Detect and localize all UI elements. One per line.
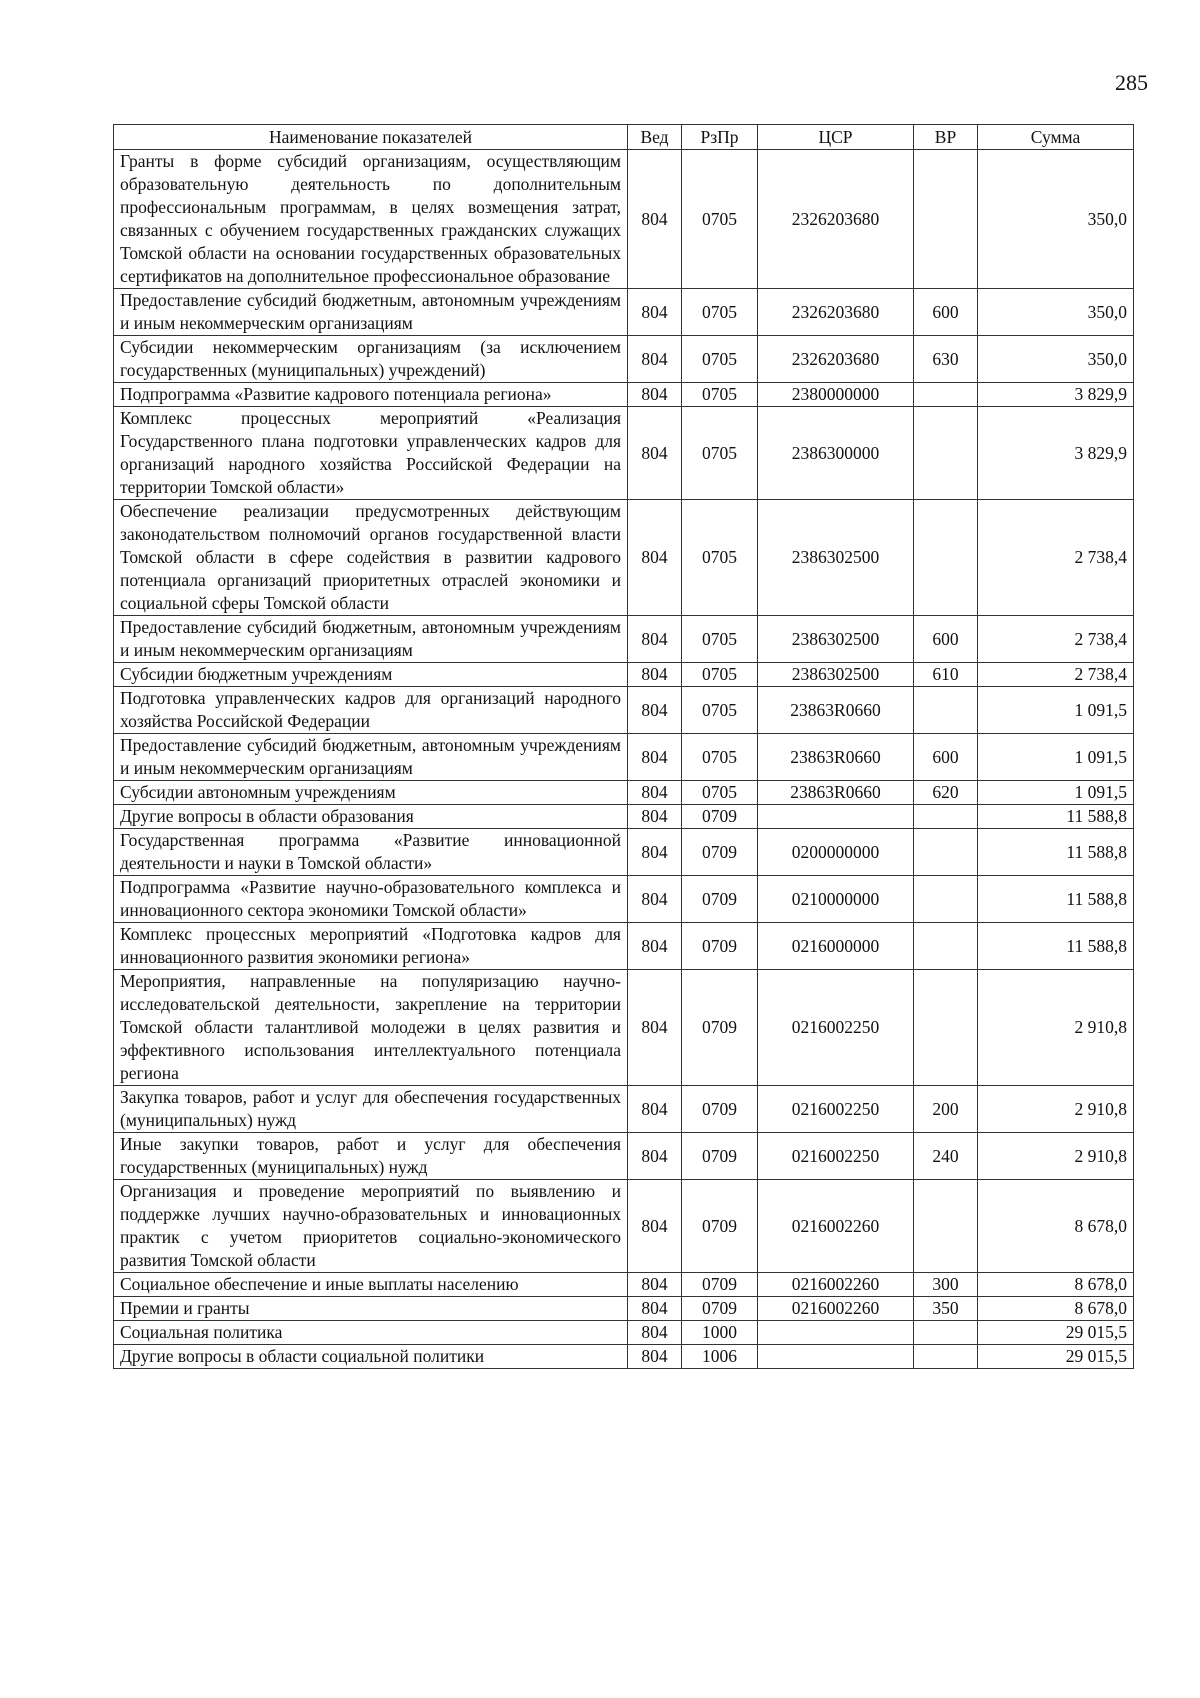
cell-name: Другие вопросы в области образования — [114, 805, 628, 829]
cell-rzpr: 0709 — [682, 805, 758, 829]
cell-sum: 2 738,4 — [978, 663, 1134, 687]
cell-sum: 11 588,8 — [978, 829, 1134, 876]
header-sum: Сумма — [978, 125, 1134, 150]
cell-name: Закупка товаров, работ и услуг для обеспечения государственных (муниципальных) нужд — [114, 1086, 628, 1133]
cell-name: Комплекс процессных мероприятий «Реализация Государственного плана подготовки управленческих кадров для организаций народного хозяйства Российской Федерации на территории Томской области» — [114, 407, 628, 500]
cell-name: Субсидии бюджетным учреждениям — [114, 663, 628, 687]
cell-name: Социальная политика — [114, 1321, 628, 1345]
cell-ved: 804 — [628, 1133, 682, 1180]
cell-vr — [914, 1345, 978, 1369]
header-rzpr: РзПр — [682, 125, 758, 150]
cell-vr — [914, 829, 978, 876]
cell-vr — [914, 876, 978, 923]
cell-rzpr: 1000 — [682, 1321, 758, 1345]
cell-vr — [914, 970, 978, 1086]
cell-vr: 610 — [914, 663, 978, 687]
cell-vr — [914, 150, 978, 289]
cell-sum: 3 829,9 — [978, 383, 1134, 407]
cell-ved: 804 — [628, 687, 682, 734]
table-row — [114, 923, 1134, 970]
cell-rzpr: 0709 — [682, 1133, 758, 1180]
cell-sum: 2 738,4 — [978, 616, 1134, 663]
cell-rzpr: 0705 — [682, 289, 758, 336]
cell-sum: 2 910,8 — [978, 1086, 1134, 1133]
cell-vr — [914, 407, 978, 500]
cell-vr — [914, 1321, 978, 1345]
cell-ved: 804 — [628, 970, 682, 1086]
cell-name: Предоставление субсидий бюджетным, автономным учреждениям и иным некоммерческим организациям — [114, 616, 628, 663]
cell-name: Подпрограмма «Развитие кадрового потенциала региона» — [114, 383, 628, 407]
cell-ved: 804 — [628, 1086, 682, 1133]
cell-csr: 0216000000 — [758, 923, 914, 970]
cell-name: Государственная программа «Развитие инновационной деятельности и науки в Томской области» — [114, 829, 628, 876]
cell-name: Подготовка управленческих кадров для организаций народного хозяйства Российской Федерации — [114, 687, 628, 734]
cell-vr: 600 — [914, 289, 978, 336]
cell-rzpr: 0709 — [682, 1180, 758, 1273]
cell-name: Премии и гранты — [114, 1297, 628, 1321]
cell-vr: 300 — [914, 1273, 978, 1297]
table-row — [114, 687, 1134, 734]
cell-ved: 804 — [628, 734, 682, 781]
cell-rzpr: 0705 — [682, 781, 758, 805]
cell-rzpr: 0705 — [682, 500, 758, 616]
cell-ved: 804 — [628, 876, 682, 923]
cell-csr: 0216002250 — [758, 1133, 914, 1180]
table-row — [114, 336, 1134, 383]
cell-csr: 2326203680 — [758, 336, 914, 383]
table-row — [114, 1321, 1134, 1345]
cell-ved: 804 — [628, 407, 682, 500]
cell-rzpr: 1006 — [682, 1345, 758, 1369]
cell-rzpr: 0709 — [682, 923, 758, 970]
cell-name: Комплекс процессных мероприятий «Подготовка кадров для инновационного развития экономики региона» — [114, 923, 628, 970]
cell-ved: 804 — [628, 781, 682, 805]
cell-name: Организация и проведение мероприятий по выявлению и поддержке лучших научно-образовательных и инновационных практик с учетом приоритетов социально-экономического развития Томской области — [114, 1180, 628, 1273]
cell-sum: 11 588,8 — [978, 923, 1134, 970]
cell-csr: 2386302500 — [758, 616, 914, 663]
cell-sum: 11 588,8 — [978, 805, 1134, 829]
cell-ved: 804 — [628, 616, 682, 663]
cell-rzpr: 0709 — [682, 1086, 758, 1133]
cell-vr: 240 — [914, 1133, 978, 1180]
cell-ved: 804 — [628, 383, 682, 407]
cell-csr — [758, 1321, 914, 1345]
cell-vr — [914, 805, 978, 829]
cell-rzpr: 0709 — [682, 1273, 758, 1297]
cell-sum: 1 091,5 — [978, 781, 1134, 805]
cell-sum: 8 678,0 — [978, 1273, 1134, 1297]
cell-sum: 11 588,8 — [978, 876, 1134, 923]
cell-ved: 804 — [628, 336, 682, 383]
table-row — [114, 289, 1134, 336]
table-row — [114, 500, 1134, 616]
cell-rzpr: 0705 — [682, 336, 758, 383]
cell-csr: 0200000000 — [758, 829, 914, 876]
cell-vr — [914, 687, 978, 734]
cell-sum: 2 738,4 — [978, 500, 1134, 616]
cell-rzpr: 0705 — [682, 407, 758, 500]
cell-name: Иные закупки товаров, работ и услуг для обеспечения государственных (муниципальных) нужд — [114, 1133, 628, 1180]
cell-vr — [914, 1180, 978, 1273]
cell-sum: 350,0 — [978, 336, 1134, 383]
cell-csr: 0216002250 — [758, 1086, 914, 1133]
cell-sum: 1 091,5 — [978, 734, 1134, 781]
cell-ved: 804 — [628, 289, 682, 336]
cell-rzpr: 0709 — [682, 970, 758, 1086]
cell-ved: 804 — [628, 1273, 682, 1297]
page-number: 285 — [1115, 70, 1148, 95]
table-row — [114, 616, 1134, 663]
cell-csr: 0216002260 — [758, 1180, 914, 1273]
cell-vr: 600 — [914, 734, 978, 781]
table-row — [114, 1345, 1134, 1369]
cell-ved: 804 — [628, 1345, 682, 1369]
table-row — [114, 1297, 1134, 1321]
cell-sum: 3 829,9 — [978, 407, 1134, 500]
cell-csr: 23863R0660 — [758, 734, 914, 781]
cell-sum: 1 091,5 — [978, 687, 1134, 734]
cell-csr: 2386302500 — [758, 663, 914, 687]
cell-sum: 2 910,8 — [978, 970, 1134, 1086]
cell-rzpr: 0705 — [682, 383, 758, 407]
cell-sum: 350,0 — [978, 289, 1134, 336]
cell-sum: 350,0 — [978, 150, 1134, 289]
cell-name: Предоставление субсидий бюджетным, автономным учреждениям и иным некоммерческим организациям — [114, 289, 628, 336]
table-row — [114, 407, 1134, 500]
cell-ved: 804 — [628, 1180, 682, 1273]
cell-sum: 8 678,0 — [978, 1180, 1134, 1273]
cell-sum: 2 910,8 — [978, 1133, 1134, 1180]
cell-csr — [758, 1345, 914, 1369]
cell-rzpr: 0705 — [682, 663, 758, 687]
cell-csr: 0216002260 — [758, 1297, 914, 1321]
cell-ved: 804 — [628, 1297, 682, 1321]
cell-ved: 804 — [628, 500, 682, 616]
cell-csr: 2380000000 — [758, 383, 914, 407]
cell-ved: 804 — [628, 150, 682, 289]
table-row — [114, 805, 1134, 829]
cell-sum: 29 015,5 — [978, 1345, 1134, 1369]
cell-ved: 804 — [628, 923, 682, 970]
cell-vr — [914, 383, 978, 407]
budget-table — [113, 124, 1134, 1369]
cell-vr: 630 — [914, 336, 978, 383]
table-row — [114, 876, 1134, 923]
cell-name: Предоставление субсидий бюджетным, автономным учреждениям и иным некоммерческим организациям — [114, 734, 628, 781]
cell-name: Гранты в форме субсидий организациям, осуществляющим образовательную деятельность по дополнительным профессиональным программам, в целях возмещения затрат, связанных с обучением государственных гражданских служащих Томской области на основании государственных образовательных сертификатов на дополнительное профессиональное образование — [114, 150, 628, 289]
cell-name: Обеспечение реализации предусмотренных действующим законодательством полномочий органов государственной власти Томской области в сфере содействия в развитии кадрового потенциала организаций приоритетных отраслей экономики и социальной сферы Томской области — [114, 500, 628, 616]
cell-ved: 804 — [628, 1321, 682, 1345]
table-row — [114, 1180, 1134, 1273]
header-vr: ВР — [914, 125, 978, 150]
cell-csr: 0216002250 — [758, 970, 914, 1086]
cell-vr — [914, 923, 978, 970]
table-row — [114, 970, 1134, 1086]
cell-rzpr: 0705 — [682, 616, 758, 663]
cell-rzpr: 0705 — [682, 687, 758, 734]
cell-rzpr: 0709 — [682, 876, 758, 923]
table-row — [114, 1133, 1134, 1180]
cell-csr — [758, 805, 914, 829]
cell-ved: 804 — [628, 663, 682, 687]
cell-csr: 0216002260 — [758, 1273, 914, 1297]
header-name: Наименование показателей — [114, 125, 628, 150]
cell-name: Субсидии некоммерческим организациям (за исключением государственных (муниципальных) учреждений) — [114, 336, 628, 383]
table-row — [114, 829, 1134, 876]
header-csr: ЦСР — [758, 125, 914, 150]
cell-csr: 2386302500 — [758, 500, 914, 616]
cell-csr: 2326203680 — [758, 150, 914, 289]
cell-sum: 29 015,5 — [978, 1321, 1134, 1345]
cell-name: Подпрограмма «Развитие научно-образовательного комплекса и инновационного сектора экономики Томской области» — [114, 876, 628, 923]
table-row — [114, 150, 1134, 289]
cell-rzpr: 0705 — [682, 150, 758, 289]
cell-rzpr: 0705 — [682, 734, 758, 781]
table-row — [114, 383, 1134, 407]
cell-rzpr: 0709 — [682, 829, 758, 876]
cell-name: Субсидии автономным учреждениям — [114, 781, 628, 805]
cell-name: Другие вопросы в области социальной политики — [114, 1345, 628, 1369]
cell-rzpr: 0709 — [682, 1297, 758, 1321]
cell-csr: 0210000000 — [758, 876, 914, 923]
cell-vr: 350 — [914, 1297, 978, 1321]
header-ved: Вед — [628, 125, 682, 150]
table-row — [114, 663, 1134, 687]
table-header-row — [114, 125, 1134, 150]
cell-vr: 600 — [914, 616, 978, 663]
table-row — [114, 734, 1134, 781]
cell-vr: 620 — [914, 781, 978, 805]
cell-ved: 804 — [628, 829, 682, 876]
cell-vr — [914, 500, 978, 616]
table-row — [114, 781, 1134, 805]
cell-name: Социальное обеспечение и иные выплаты населению — [114, 1273, 628, 1297]
table-row — [114, 1086, 1134, 1133]
cell-csr: 2326203680 — [758, 289, 914, 336]
cell-vr: 200 — [914, 1086, 978, 1133]
cell-csr: 2386300000 — [758, 407, 914, 500]
cell-csr: 23863R0660 — [758, 781, 914, 805]
cell-sum: 8 678,0 — [978, 1297, 1134, 1321]
cell-csr: 23863R0660 — [758, 687, 914, 734]
cell-ved: 804 — [628, 805, 682, 829]
table-row — [114, 1273, 1134, 1297]
cell-name: Мероприятия, направленные на популяризацию научно-исследовательской деятельности, закрепление на территории Томской области талантливой молодежи в целях развития и эффективного использования интеллектуального потенциала региона — [114, 970, 628, 1086]
